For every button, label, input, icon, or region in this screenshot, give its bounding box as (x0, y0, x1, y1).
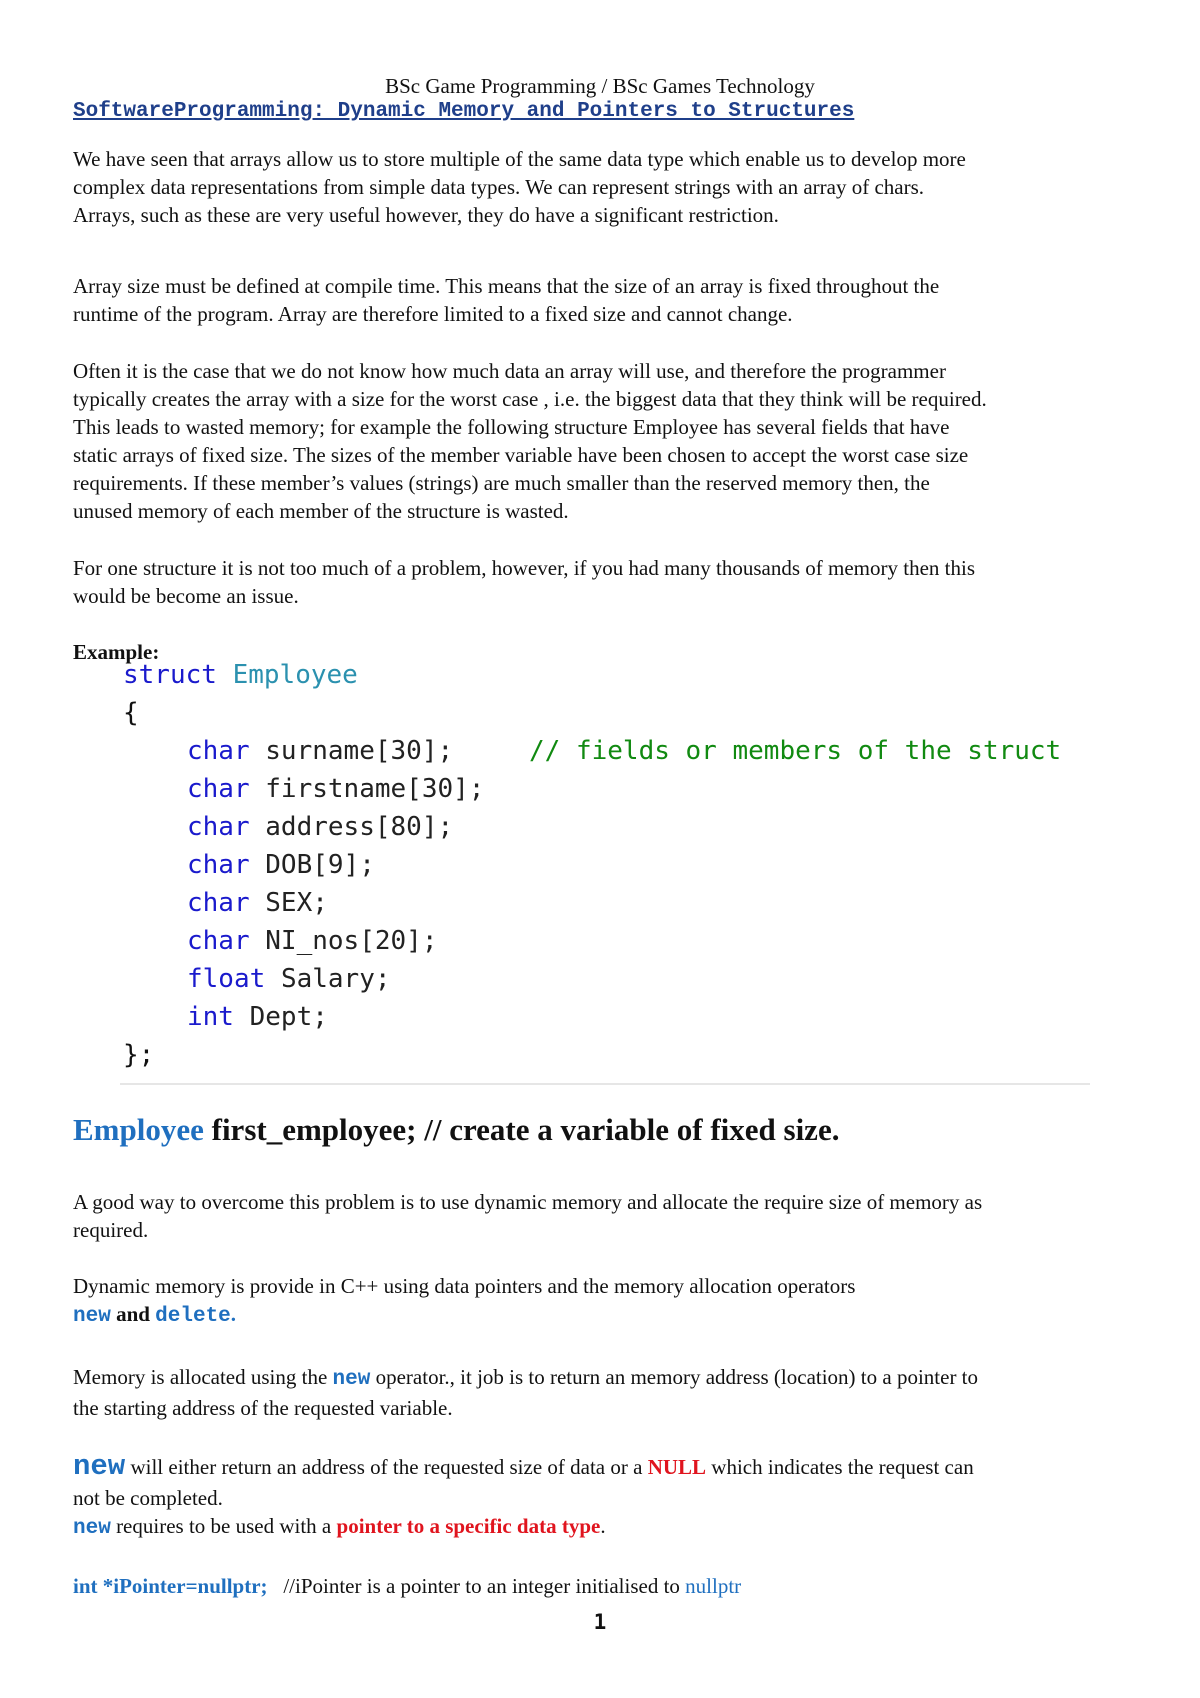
code-type: int (187, 1002, 234, 1032)
code-line-struct (123, 660, 358, 690)
code-line (187, 736, 453, 766)
code-member: NI_nos[20]; (265, 926, 438, 956)
page-number: 1 (593, 1610, 607, 1634)
text-line: For one structure it is not too much of a problem, however, if you had many thousands of memory then this (73, 556, 975, 580)
code-line (187, 774, 484, 804)
code-line (187, 926, 437, 956)
punctuation: . (230, 1302, 237, 1326)
code-block (73, 660, 1093, 1080)
paragraph-dynamic-memory (73, 1272, 1143, 1331)
text-line: required. (73, 1218, 149, 1242)
code-type: char (187, 812, 250, 842)
paragraph-worst-case (73, 357, 1143, 525)
code-close-brace: }; (123, 1040, 155, 1070)
punctuation: . (600, 1514, 606, 1538)
keyword-new: new (73, 1450, 126, 1483)
paragraph-allocation (73, 1363, 1143, 1422)
employee-declaration-rest: first_employee; // create a variable of fixed size. (211, 1112, 840, 1147)
null-keyword: NULL (647, 1455, 707, 1479)
ipointer-code: int *iPointer=nullptr; (73, 1574, 268, 1598)
text-line (73, 1450, 1143, 1484)
text-fragment: which indicates the request can (711, 1455, 974, 1479)
keyword-delete: delete (155, 1305, 231, 1328)
document-header: BSc Game Programming / BSc Games Technology (385, 74, 815, 98)
code-member: Dept; (249, 1002, 328, 1032)
keyword-new: new (332, 1368, 371, 1391)
paragraph-new-return (73, 1450, 1143, 1543)
ipointer-comment: //iPointer is a pointer to an integer initialised to (283, 1574, 680, 1598)
paragraph-one-structure (73, 554, 1143, 610)
code-member: firstname[30]; (265, 774, 485, 804)
text-line (73, 1512, 1143, 1543)
code-member: surname[30]; (265, 736, 454, 766)
text-fragment: will either return an address of the requested size of data or a (130, 1455, 643, 1479)
code-line (187, 812, 453, 842)
text-line: the starting address of the requested variable. (73, 1396, 453, 1420)
paragraph-overcome (73, 1188, 1143, 1244)
code-member: DOB[9]; (265, 850, 375, 880)
code-type: float (187, 964, 266, 994)
paragraph-ipointer (73, 1572, 1143, 1600)
paragraph-array-size (73, 272, 1143, 328)
text-line: unused memory of each member of the structure is wasted. (73, 499, 569, 523)
employee-declaration (73, 1112, 839, 1148)
text-line: would be become an issue. (73, 584, 299, 608)
text-line: Arrays, such as these are very useful however, they do have a significant restriction. (73, 203, 779, 227)
code-member: address[80]; (265, 812, 454, 842)
nullptr-keyword: nullptr (685, 1574, 742, 1598)
code-type: char (187, 736, 250, 766)
text-fragment: Memory is allocated using the (73, 1365, 328, 1389)
struct-name: Employee (232, 660, 358, 690)
text-line (73, 1363, 1143, 1394)
code-line (187, 850, 375, 880)
code-comment: // fields or members of the struct (529, 736, 1062, 766)
code-line (187, 964, 391, 994)
document-title: SoftwareProgramming: Dynamic Memory and Pointers to Structures (73, 100, 855, 123)
text-line: runtime of the program. Array are therefore limited to a fixed size and cannot change. (73, 302, 793, 326)
text-fragment: operator., it job is to return an memory address (location) to a pointer to (375, 1365, 979, 1389)
code-divider (120, 1083, 1090, 1085)
text-line: Array size must be defined at compile time. This means that the size of an array is fixed throughout the (73, 274, 940, 298)
text-line: requirements. If these member’s values (strings) are much smaller than the reserved memory then, the (73, 471, 930, 495)
code-open-brace: { (123, 698, 139, 728)
code-type: char (187, 774, 250, 804)
employee-type: Employee (73, 1112, 204, 1147)
code-type: char (187, 926, 250, 956)
text-line: static arrays of fixed size. The sizes of the member variable have been chosen to accept the worst case size (73, 443, 969, 467)
code-member: SEX; (265, 888, 328, 918)
code-member: Salary; (280, 964, 391, 994)
pointer-emphasis: pointer to a specific data type (336, 1514, 601, 1538)
keyword-struct: struct (123, 660, 217, 690)
text-line (73, 1300, 1143, 1331)
text-line (73, 1572, 1143, 1600)
word-and: and (116, 1302, 150, 1326)
text-line: A good way to overcome this problem is to use dynamic memory and allocate the require size of memory as (73, 1190, 983, 1214)
text-line: typically creates the array with a size for the worst case , i.e. the biggest data that they think will be required. (73, 387, 987, 411)
code-type: char (187, 888, 250, 918)
example-label: Example: (73, 640, 160, 664)
text-fragment: requires to be used with a (116, 1514, 332, 1538)
text-line: not be completed. (73, 1486, 223, 1510)
text-line: Often it is the case that we do not know how much data an array will use, and therefore the programmer (73, 359, 946, 383)
keyword-new: new (73, 1517, 111, 1540)
text-line: complex data representations from simple data types. We can represent strings with an array of chars. (73, 175, 925, 199)
text-line: This leads to wasted memory; for example the following structure Employee has several fields that have (73, 415, 950, 439)
text-line: We have seen that arrays allow us to store multiple of the same data type which enable us to develop more (73, 147, 966, 171)
code-line (187, 1002, 328, 1032)
keyword-new: new (73, 1305, 111, 1328)
paragraph-arrays-intro (73, 145, 1143, 229)
text-line: Dynamic memory is provide in C++ using data pointers and the memory allocation operators (73, 1274, 856, 1298)
code-line (187, 888, 328, 918)
code-type: char (187, 850, 250, 880)
